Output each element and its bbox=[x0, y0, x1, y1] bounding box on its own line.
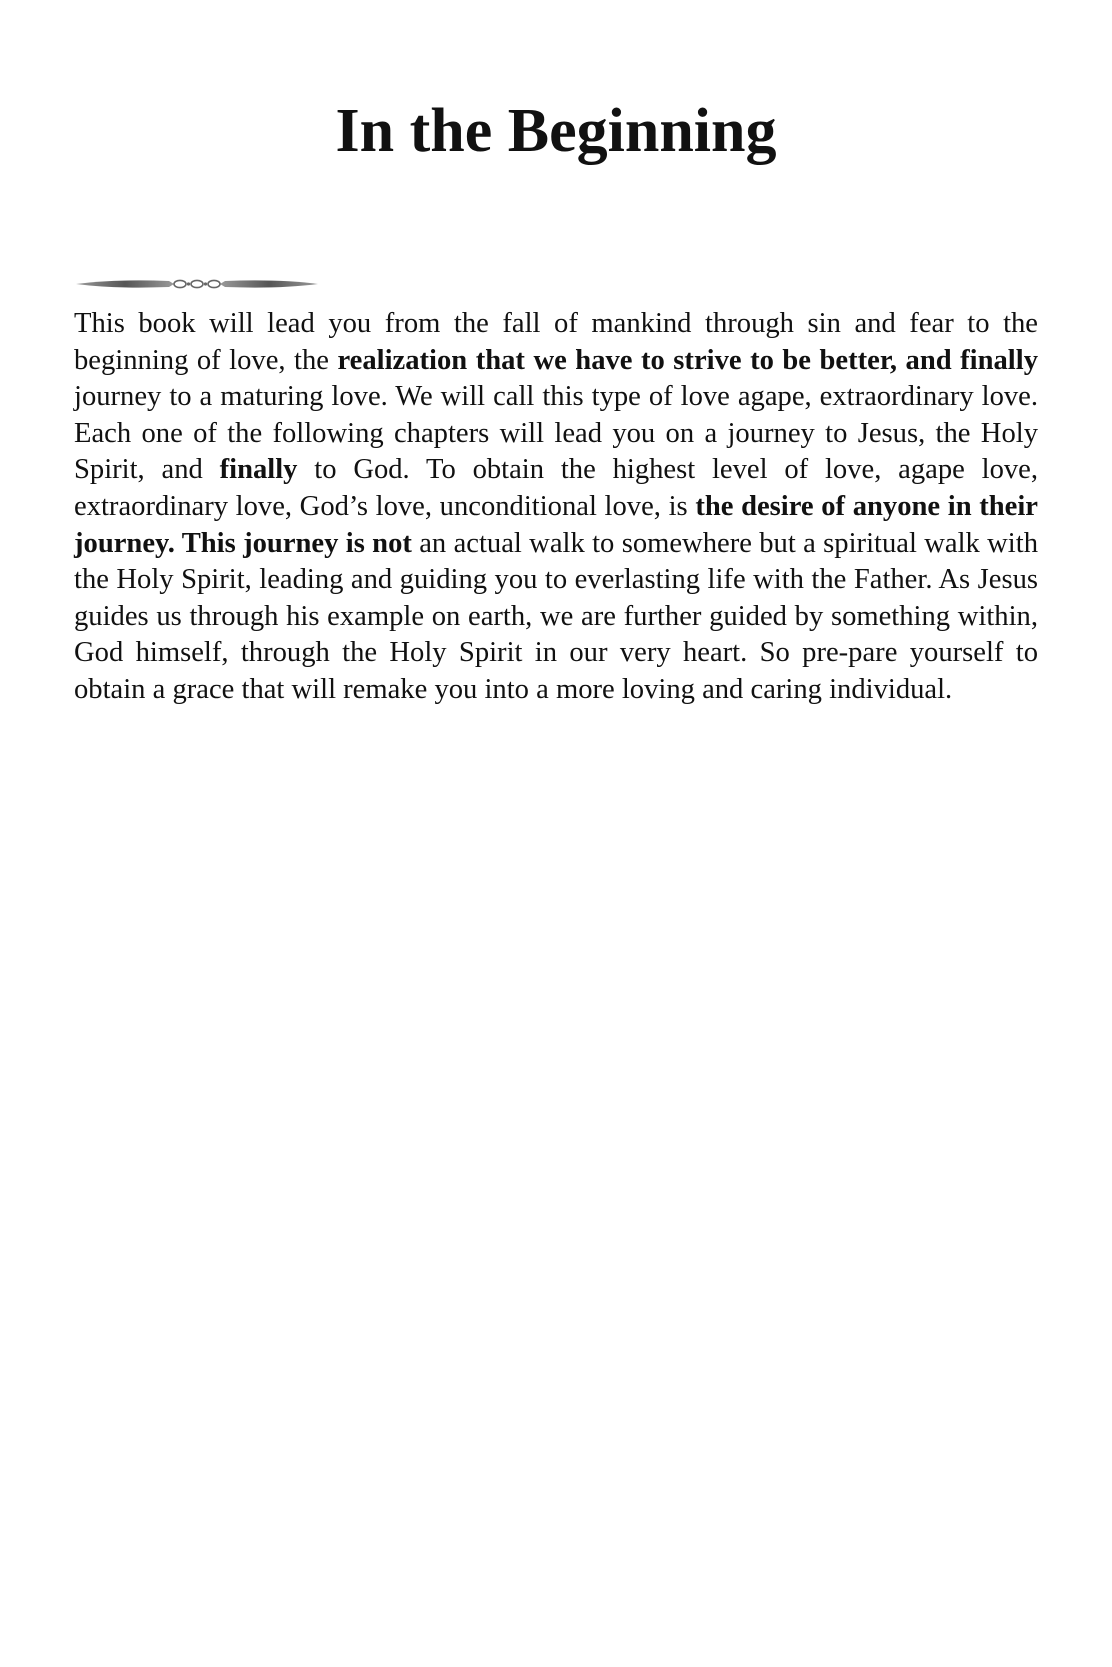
page-title: In the Beginning bbox=[335, 97, 777, 165]
text-run: This book will lead you from the fall of mankind through sin and fear to the beginning of love, the bbox=[74, 308, 1038, 376]
text-run: to God. To obtain the highest level of love, agape love, extraordinary love, God’s love, unconditional love, is bbox=[74, 454, 1038, 522]
bold-run: the desire of anyone in their journey. This journey is not bbox=[74, 490, 1038, 559]
bold-run: finally bbox=[219, 454, 298, 486]
body-paragraph bbox=[74, 306, 1038, 709]
text-run: an actual walk to somewhere but a spiritual walk with the Holy Spirit, leading and guiding you to everlasting life with the Father. As Jesus guides us through his example on earth, we are further guided by something within, God himself, through the Holy Spirit in our very heart. So pre-pare yourself to obtain a grace that will remake you into a more loving and caring individual. bbox=[74, 527, 1038, 705]
ornamental-divider-icon bbox=[74, 276, 320, 292]
bold-run: realization that we have to strive to be better, and finally bbox=[337, 344, 1038, 376]
text-run: journey to a maturing love. We will call this type of love agape, extraordinary love. Each one of the following chapters will lead you on a journey to Jesus, the Holy Spirit, and bbox=[74, 381, 1038, 486]
